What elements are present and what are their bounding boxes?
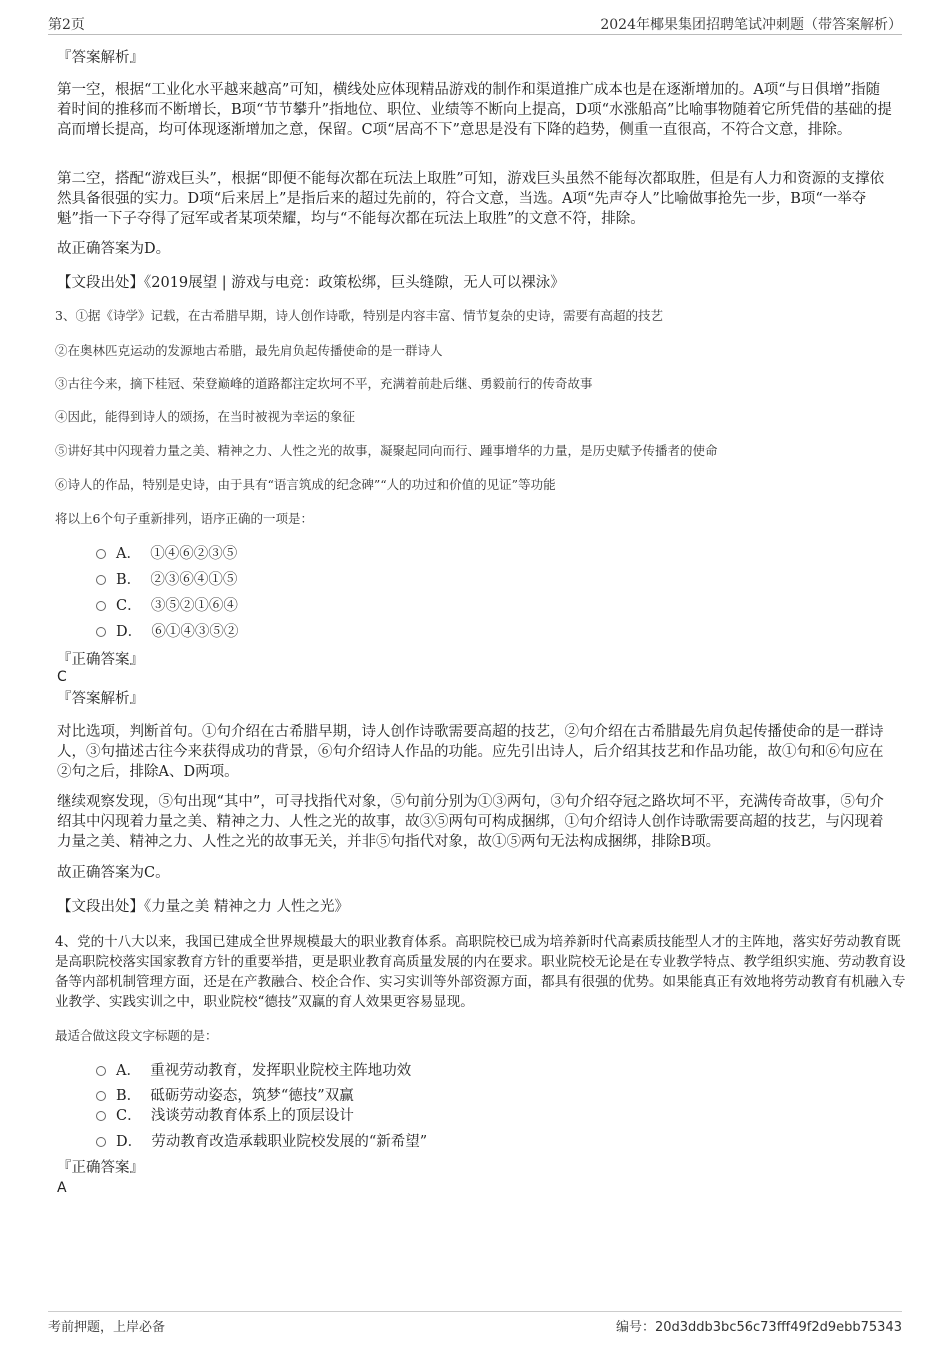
q3-analysis-para2: 继续观察发现，⑤句出现“其中”，可寻找指代对象，⑤句前分别为①③两句，③句介绍夺冠之路坎坷不平，充满传奇故事，⑤句介绍其中闪现着力量之美、精神之力、人性之光的故事，故③⑤两句可构成捆绑，①句介绍诗人创作诗歌需要高超的技艺，与闪现着力量之美、精神之力、人性之光的故事无关，并非⑤句指代对象，故①⑤两句无法构成捆绑，排除B项。 — [57, 794, 884, 850]
option-label: B． — [116, 572, 142, 588]
code-label: 编号： — [615, 1320, 655, 1335]
document-title: 2024年椰果集团招聘笔试冲刺题（带答案解析） — [600, 17, 902, 33]
option-text: ①④⑥②③⑤ — [150, 546, 238, 562]
page-header — [48, 14, 902, 35]
q4-stem: 4、党的十八大以来，我国已建成全世界规模最大的职业教育体系。高职院校已成为培养新时代高素质技能型人才的主阵地，落实好劳动教育既是高职院校落实国家教育方针的重要举措，更是职业教育高质量发展的内在要求。职业院校无论是在专业教学特点、教学组织实施、劳动教育设备等内部机制管理方面，还是在产教融合、校企合作、实习实训等外部资源方面，都具有很强的优势。如果能真正有效地将劳动教育有机融入专业教学、实践实训之中，职业院校“德技”双赢的育人效果更容易显现。 — [55, 934, 906, 1010]
radio-icon[interactable] — [96, 1066, 106, 1076]
q3-sentence-2: ②在奥林匹克运动的发源地古希腊，最先肩负起传播使命的是一群诗人 — [55, 343, 443, 358]
q3-conclusion: 故正确答案为C。 — [57, 865, 170, 881]
option-label: C． — [116, 598, 142, 614]
q4-option-b[interactable] — [96, 1086, 354, 1106]
q2-conclusion: 故正确答案为D。 — [57, 241, 171, 257]
q3-correct-answer: C — [57, 669, 67, 685]
option-label: C． — [116, 1108, 142, 1124]
q3-option-b[interactable] — [96, 570, 237, 590]
radio-icon[interactable] — [96, 549, 106, 559]
q3-option-c[interactable] — [96, 596, 238, 616]
q3-prompt: 将以上6个句子重新排列，语序正确的一项是： — [55, 511, 313, 526]
option-text: 砥砺劳动姿态，筑梦“德技”双赢 — [150, 1088, 354, 1104]
q3-option-d[interactable] — [96, 622, 238, 642]
footer-slogan: 考前押题，上岸必备 — [48, 1320, 166, 1335]
q4-correct-label: 『正确答案』 — [57, 1160, 144, 1176]
q4-correct-answer: A — [57, 1180, 67, 1196]
option-text: 浅谈劳动教育体系上的顶层设计 — [150, 1108, 354, 1124]
radio-icon[interactable] — [96, 601, 106, 611]
radio-icon[interactable] — [96, 1111, 106, 1121]
q3-correct-label: 『正确答案』 — [57, 652, 144, 668]
q2-analysis-para2: 第二空，搭配“游戏巨头”，根据“即便不能每次都在玩法上取胜”可知，游戏巨头虽然不能每次都取胜，但是有人力和资源的支撑依然具备很强的实力。D项“后来居上”是指后来的超过先前的，符合文意，当选。A项“先声夺人”比喻做事抢先一步，B项“一举夺魁”指一下子夺得了冠军或者某项荣耀，均与“不能每次都在玩法上取胜”的文意不符，排除。 — [57, 171, 885, 227]
q2-analysis-para1: 第一空，根据“工业化水平越来越高”可知，横线处应体现精品游戏的制作和渠道推广成本也是在逐渐增加的。A项“与日俱增”指随着时间的推移而不断增长，B项“节节攀升”指地位、职位、业绩等不断向上提高，D项“水涨船高”比喻事物随着它所凭借的基础的提高而增长提高，均可体现逐渐增加之意，保留。C项“居高不下”意思是没有下降的趋势，侧重一直很高，不符合文意，排除。 — [57, 82, 892, 138]
option-label: D． — [116, 624, 143, 640]
option-text: ②③⑥④①⑤ — [150, 572, 238, 588]
document-code — [616, 1316, 902, 1335]
q4-option-d[interactable] — [96, 1132, 427, 1152]
q4-option-c[interactable] — [96, 1106, 354, 1126]
q3-sentence-1: 3、①据《诗学》记载，在古希腊早期，诗人创作诗歌，特别是内容丰富、情节复杂的史诗，需要有高超的技艺 — [55, 308, 663, 323]
option-text: ⑥①④③⑤② — [151, 624, 239, 640]
q3-option-a[interactable] — [96, 544, 237, 564]
q3-sentence-3: ③古往今来，摘下桂冠、荣登巅峰的道路都注定坎坷不平，充满着前赴后继、勇毅前行的传奇故事 — [55, 376, 593, 391]
radio-icon[interactable] — [96, 1137, 106, 1147]
option-label: A． — [116, 546, 141, 562]
q3-source: 【文段出处】《力量之美 精神之力 人性之光》 — [57, 899, 349, 915]
q3-sentence-4: ④因此，能得到诗人的颂扬，在当时被视为幸运的象征 — [55, 409, 356, 424]
radio-icon[interactable] — [96, 627, 106, 637]
q2-analysis-label: 『答案解析』 — [57, 50, 144, 66]
option-label: D． — [116, 1134, 143, 1150]
option-label: A． — [116, 1063, 141, 1079]
q4-prompt: 最适合做这段文字标题的是： — [55, 1028, 218, 1043]
option-text: 劳动教育改造承载职业院校发展的“新希望” — [151, 1134, 428, 1150]
page-number: 第2页 — [48, 17, 85, 33]
q3-sentence-6: ⑥诗人的作品，特别是史诗，由于具有“语言筑成的纪念碑”“人的功过和价值的见证”等功能 — [55, 477, 556, 492]
q3-analysis-para1: 对比选项，判断首句。①句介绍在古希腊早期，诗人创作诗歌需要高超的技艺，②句介绍在古希腊最先肩负起传播使命的是一群诗人，③句描述古往今来获得成功的背景，⑥句介绍诗人作品的功能。应先引出诗人，后介绍其技艺和作品功能，故①句和⑥句应在②句之后，排除A、D两项。 — [57, 724, 884, 780]
option-text: ③⑤②①⑥④ — [150, 598, 238, 614]
option-label: B． — [116, 1088, 142, 1104]
code-value: 20d3ddb3bc56c73fff49f2d9ebb75343 — [654, 1320, 902, 1335]
q3-sentence-5: ⑤讲好其中闪现着力量之美、精神之力、人性之光的故事，凝聚起同向而行、踵事增华的力量，是历史赋予传播者的使命 — [55, 443, 718, 458]
q4-option-a[interactable] — [96, 1061, 411, 1081]
q2-source: 【文段出处】《2019展望 | 游戏与电竞：政策松绑，巨头缝隙，无人可以裸泳》 — [57, 275, 565, 291]
page-footer — [48, 1311, 902, 1336]
option-text: 重视劳动教育，发挥职业院校主阵地功效 — [150, 1063, 412, 1079]
radio-icon[interactable] — [96, 1091, 106, 1101]
radio-icon[interactable] — [96, 575, 106, 585]
q3-analysis-label: 『答案解析』 — [57, 691, 144, 707]
